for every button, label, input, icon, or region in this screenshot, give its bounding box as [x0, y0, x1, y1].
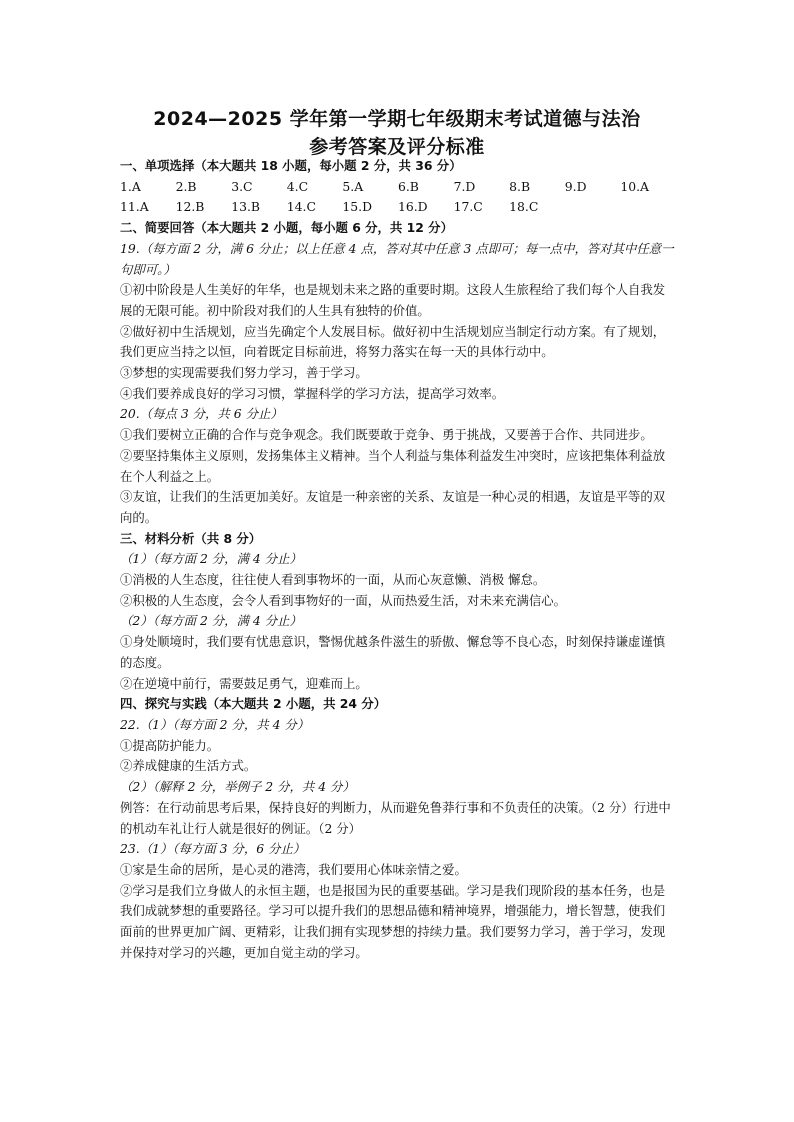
document-subtitle: 参考答案及评分标准 — [309, 136, 485, 158]
q19-point-3: ③梦想的实现需要我们努力学习，善于学习。 — [120, 365, 368, 381]
mc-answer: 5.A — [342, 178, 364, 194]
q19-point-2: ②做好初中生活规划，应当先确定个人发展目标。做好初中生活规划应当制定行动方案。有了规划，我们更应当持之以恒，向着既定目标前进，将努力落实在每一天的具体行动中。 — [120, 323, 666, 360]
q20-point-3: ③友谊，让我们的生活更加美好。友谊是一种亲密的关系、友谊是一种心灵的相遇，友谊是平等的双向的。 — [120, 489, 666, 525]
q21-1-scoring-note: （1）（每方面 2 分，满 4 分止） — [120, 551, 302, 567]
section-1-heading: 一、单项选择（本大题共 18 小题，每小题 2 分，共 36 分） — [120, 158, 462, 173]
mc-answer: 8.B — [509, 178, 531, 194]
mc-answers-row-1 — [120, 177, 676, 198]
q22-1-point-1: ①提高防护能力。 — [120, 737, 220, 753]
q23-1-point-1: ①家是生命的居所，是心灵的港湾，我们要用心体味亲情之爱。 — [120, 861, 467, 877]
mc-answer: 10.A — [620, 178, 649, 194]
mc-answer: 18.C — [509, 199, 539, 215]
section-3-heading: 三、材料分析（共 8 分） — [120, 530, 262, 546]
mc-answer: 11.A — [120, 199, 149, 215]
q20-scoring-note: 20.（每点 3 分，共 6 分止） — [120, 406, 283, 422]
mc-answer: 9.D — [564, 178, 587, 194]
mc-answer: 13.B — [231, 199, 260, 215]
q21-2-point-1: ①身处顺境时，我们要有忧患意识，警惕优越条件滋生的骄傲、懈怠等不良心态，时刻保持谦虚谨慎的态度。 — [120, 634, 666, 670]
q20-point-1: ①我们要树立正确的合作与竞争观念。我们既要敢于竞争、勇于挑战，又要善于合作、共同进步。 — [120, 427, 653, 443]
q19-scoring-note: 19.（每方面 2 分，满 6 分止；以上任意 4 点，答对其中任意 3 点即可；每一点中，答对其中任意一句即可。） — [120, 240, 674, 277]
section-2-heading: 二、简要回答（本大题共 2 小题，每小题 6 分，共 12 分） — [120, 220, 453, 236]
mc-answer: 4.C — [286, 178, 309, 194]
q22-2-scoring-note: （2）（解释 2 分，举例子 2 分，共 4 分） — [120, 779, 355, 795]
q22-1-point-2: ②养成健康的生活方式。 — [120, 758, 257, 774]
document-title: 2024—2025 学年第一学期七年级期末考试道德与法治 — [153, 108, 641, 130]
mc-answer: 12.B — [175, 199, 205, 215]
q21-2-point-2: ②在逆境中前行，需要鼓足勇气，迎难而上。 — [120, 675, 368, 691]
mc-answer: 1.A — [120, 178, 141, 194]
q22-2-example-answer: 例答：在行动前思考后果，保持良好的判断力，从而避免鲁莽行事和不负责任的决策。（2 分）行进中的机动车礼让行人就是很好的例证。（2 分） — [120, 799, 671, 836]
q22-1-scoring-note: 22.（1）（每方面 2 分，共 4 分） — [120, 716, 310, 732]
section-4-heading: 四、探究与实践（本大题共 2 小题，共 24 分） — [120, 696, 387, 712]
mc-answer: 17.C — [453, 199, 483, 215]
q23-1-scoring-note: 23.（1）（每方面 3 分，6 分止） — [120, 841, 306, 857]
answer-body — [120, 156, 676, 963]
q23-1-point-2: ②学习是我们立身做人的永恒主题，也是报国为民的重要基础。学习是我们现阶段的基本任务，也是我们成就梦想的重要路径。学习可以提升我们的思想品德和精神境界，增强能力，增长智慧，使我们面前的世界更加广阔、更精彩，让我们拥有实现梦想的持续力量。我们要努力学习，善于学习，发现并保持对学习的兴趣，更加自觉主动的学习。 — [120, 882, 666, 960]
mc-answer: 15.D — [342, 199, 373, 215]
q21-1-point-1: ①消极的人生态度，往往使人看到事物坏的一面，从而心灰意懒、消极 懈怠。 — [120, 572, 546, 588]
q21-1-point-2: ②积极的人生态度，会令人看到事物好的一面，从而热爱生活，对未来充满信心。 — [120, 592, 567, 608]
q19-point-1: ①初中阶段是人生美好的年华，也是规划未来之路的重要时期。这段人生旅程给了我们每个人自我发展的无限可能。初中阶段对我们的人生具有独特的价值。 — [120, 282, 666, 318]
mc-answers-row-2 — [120, 197, 676, 218]
mc-answer: 3.C — [231, 178, 253, 194]
mc-answer: 6.B — [397, 178, 419, 194]
q19-point-4: ④我们要养成良好的学习习惯，掌握科学的学习方法，提高学习效率。 — [120, 385, 505, 401]
q21-2-scoring-note: （2）（每方面 2 分，满 4 分止） — [120, 613, 302, 629]
mc-answer: 14.C — [286, 199, 316, 215]
mc-answer: 2.B — [175, 178, 197, 194]
mc-answer: 16.D — [397, 199, 428, 215]
q20-point-2: ②要坚持集体主义原则，发扬集体主义精神。当个人利益与集体利益发生冲突时，应该把集体利益放在个人利益之上。 — [120, 447, 666, 484]
mc-answer: 7.D — [453, 178, 476, 194]
